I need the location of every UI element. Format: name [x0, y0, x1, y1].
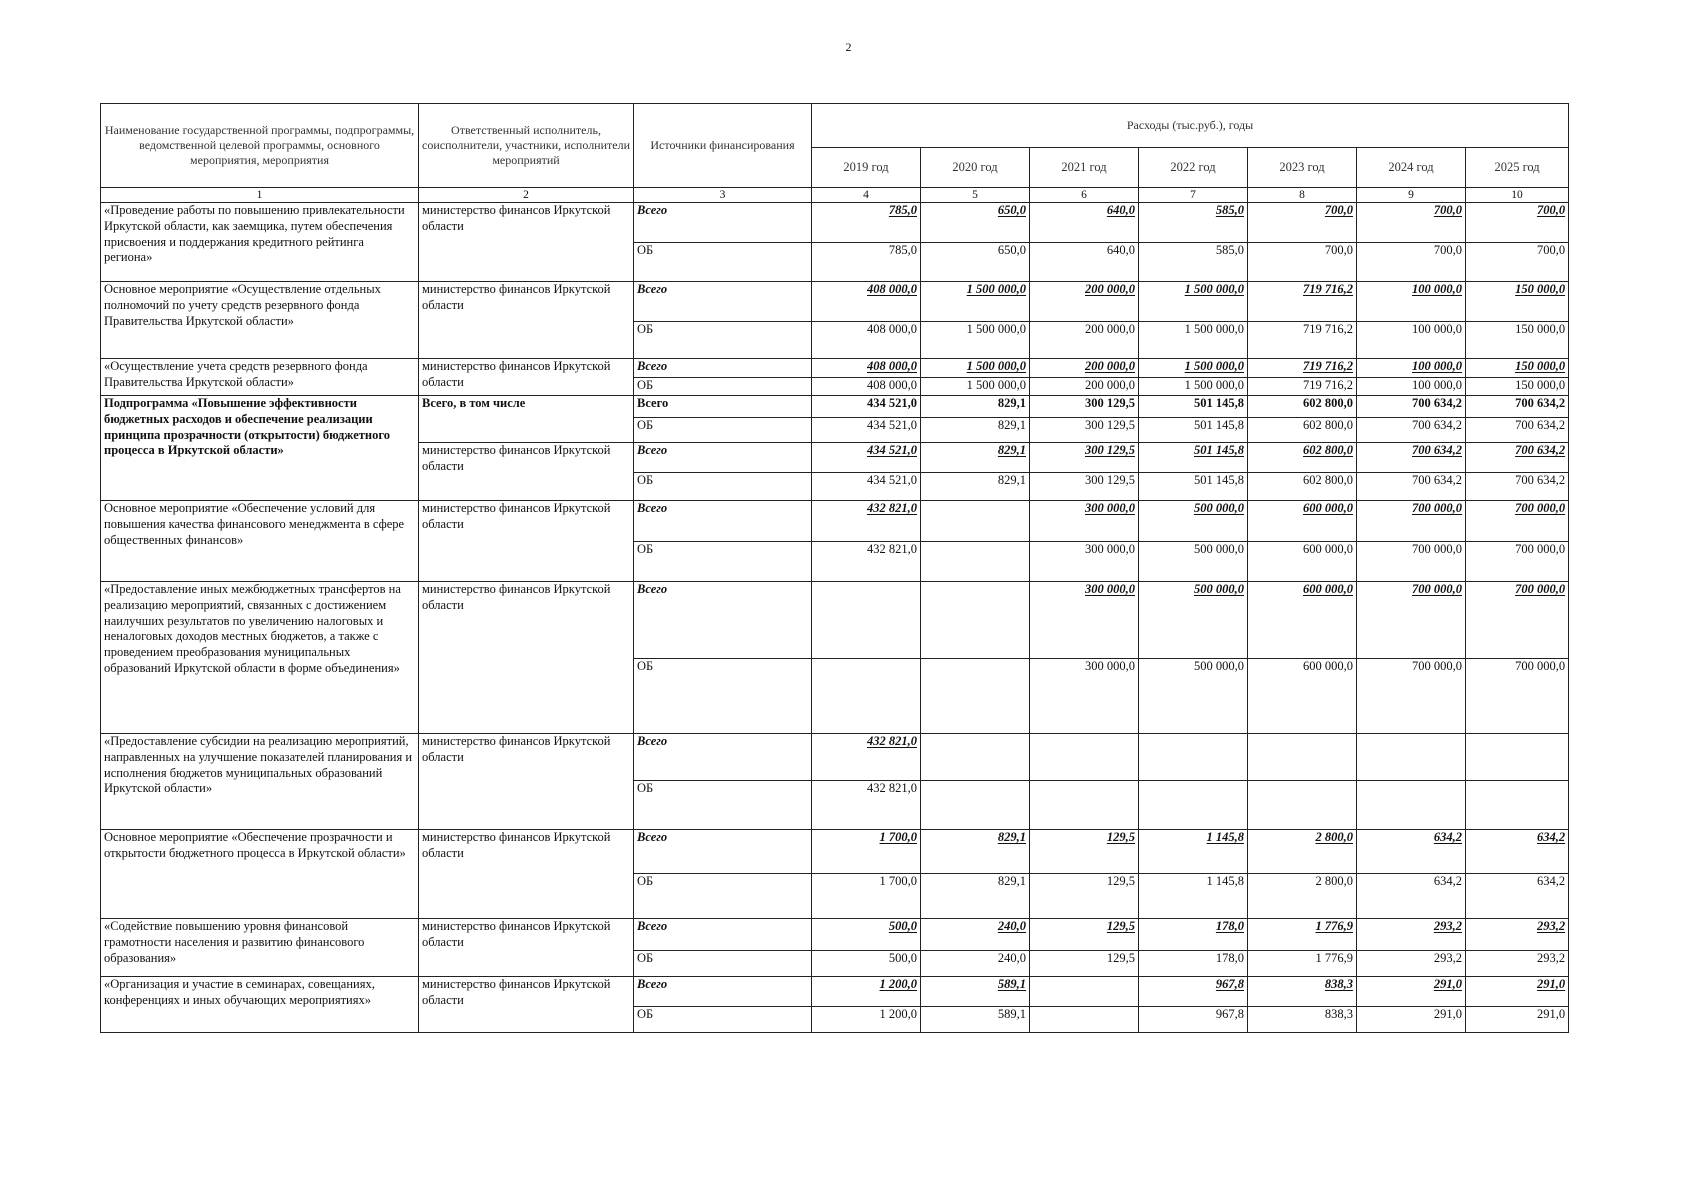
- source-label: ОБ: [634, 473, 812, 501]
- amount-cell: 700 634,2: [1357, 443, 1466, 473]
- source-label: ОБ: [634, 1007, 812, 1033]
- program-name: «Осуществление учета средств резервного фонда Правительства Иркутской области»: [101, 359, 419, 396]
- column-number: 8: [1248, 188, 1357, 203]
- amount-cell: 200 000,0: [1030, 282, 1139, 322]
- amount-cell: [812, 659, 921, 734]
- amount-cell: 500 000,0: [1139, 542, 1248, 582]
- amount-cell: 1 700,0: [812, 874, 921, 919]
- amount-cell: [1466, 734, 1569, 781]
- amount-cell: 719 716,2: [1248, 359, 1357, 378]
- amount-cell: 1 700,0: [812, 830, 921, 874]
- amount-cell: 602 800,0: [1248, 418, 1357, 443]
- executor: министерство финансов Иркутской области: [419, 582, 634, 734]
- amount-cell: 719 716,2: [1248, 282, 1357, 322]
- amount-cell: 408 000,0: [812, 359, 921, 378]
- executor: министерство финансов Иркутской области: [419, 443, 634, 501]
- amount-cell: 408 000,0: [812, 282, 921, 322]
- amount-cell: 500 000,0: [1139, 582, 1248, 659]
- source-label: ОБ: [634, 243, 812, 282]
- amount-cell: 291,0: [1357, 977, 1466, 1007]
- source-label: ОБ: [634, 378, 812, 396]
- amount-cell: 700 000,0: [1466, 501, 1569, 542]
- amount-cell: 700,0: [1357, 243, 1466, 282]
- amount-cell: 634,2: [1357, 830, 1466, 874]
- amount-cell: 500 000,0: [1139, 659, 1248, 734]
- amount-cell: 1 500 000,0: [921, 282, 1030, 322]
- header-year: 2019 год: [812, 148, 921, 188]
- amount-cell: [1357, 734, 1466, 781]
- amount-cell: 1 200,0: [812, 1007, 921, 1033]
- source-label: ОБ: [634, 322, 812, 359]
- amount-cell: 650,0: [921, 203, 1030, 243]
- table-row: [101, 282, 1569, 322]
- amount-cell: 967,8: [1139, 1007, 1248, 1033]
- source-label: Всего: [634, 977, 812, 1007]
- amount-cell: 589,1: [921, 977, 1030, 1007]
- source-label: Всего: [634, 501, 812, 542]
- amount-cell: 1 500 000,0: [1139, 282, 1248, 322]
- amount-cell: [1030, 977, 1139, 1007]
- amount-cell: 200 000,0: [1030, 378, 1139, 396]
- column-number: 9: [1357, 188, 1466, 203]
- table-row: [101, 582, 1569, 659]
- amount-cell: 634,2: [1357, 874, 1466, 919]
- amount-cell: 129,5: [1030, 830, 1139, 874]
- amount-cell: 434 521,0: [812, 418, 921, 443]
- executor: министерство финансов Иркутской области: [419, 359, 634, 396]
- amount-cell: [1139, 781, 1248, 830]
- table-row: [101, 359, 1569, 378]
- program-name: «Предоставление субсидии на реализацию мероприятий, направленных на улучшение показателей планирования и исполнения бюджетов муниципальных образований Иркутской области»: [101, 734, 419, 830]
- amount-cell: 700 000,0: [1357, 582, 1466, 659]
- amount-cell: [1357, 781, 1466, 830]
- amount-cell: [1030, 734, 1139, 781]
- program-name: «Организация и участие в семинарах, совещаниях, конференциях и иных обучающих мероприятиях»: [101, 977, 419, 1033]
- amount-cell: 1 500 000,0: [1139, 322, 1248, 359]
- amount-cell: 129,5: [1030, 951, 1139, 977]
- amount-cell: 129,5: [1030, 919, 1139, 951]
- amount-cell: [921, 659, 1030, 734]
- executor: министерство финансов Иркутской области: [419, 282, 634, 359]
- column-number: 4: [812, 188, 921, 203]
- executor: министерство финансов Иркутской области: [419, 977, 634, 1033]
- executor: министерство финансов Иркутской области: [419, 501, 634, 582]
- amount-cell: 829,1: [921, 418, 1030, 443]
- amount-cell: 100 000,0: [1357, 359, 1466, 378]
- amount-cell: 700 634,2: [1466, 396, 1569, 418]
- amount-cell: 300 000,0: [1030, 659, 1139, 734]
- amount-cell: 829,1: [921, 830, 1030, 874]
- amount-cell: 700 000,0: [1357, 542, 1466, 582]
- amount-cell: 719 716,2: [1248, 322, 1357, 359]
- amount-cell: 1 500 000,0: [921, 359, 1030, 378]
- source-label: Всего: [634, 734, 812, 781]
- amount-cell: 967,8: [1139, 977, 1248, 1007]
- amount-cell: [921, 501, 1030, 542]
- source-label: ОБ: [634, 542, 812, 582]
- amount-cell: 178,0: [1139, 919, 1248, 951]
- source-label: Всего: [634, 282, 812, 322]
- program-name: Основное мероприятие «Обеспечение прозрачности и открытости бюджетного процесса в Иркутской области»: [101, 830, 419, 919]
- executor: министерство финансов Иркутской области: [419, 919, 634, 977]
- amount-cell: 602 800,0: [1248, 443, 1357, 473]
- column-number: 5: [921, 188, 1030, 203]
- amount-cell: 300 129,5: [1030, 396, 1139, 418]
- amount-cell: 585,0: [1139, 203, 1248, 243]
- amount-cell: 129,5: [1030, 874, 1139, 919]
- amount-cell: 200 000,0: [1030, 322, 1139, 359]
- source-label: Всего: [634, 396, 812, 418]
- amount-cell: 700 000,0: [1466, 542, 1569, 582]
- amount-cell: 700,0: [1466, 203, 1569, 243]
- amount-cell: 838,3: [1248, 977, 1357, 1007]
- header-year: 2021 год: [1030, 148, 1139, 188]
- source-label: Всего: [634, 919, 812, 951]
- source-label: Всего: [634, 203, 812, 243]
- program-name: «Предоставление иных межбюджетных трансфертов на реализацию мероприятий, связанных с достижением наилучших результатов по увеличению налоговых и неналоговых доходов местных бюджетов, а также с проведением преобразования муниципальных образований Иркутской области в форме объединения»: [101, 582, 419, 734]
- amount-cell: 600 000,0: [1248, 501, 1357, 542]
- amount-cell: 829,1: [921, 473, 1030, 501]
- amount-cell: 408 000,0: [812, 378, 921, 396]
- amount-cell: 300 000,0: [1030, 501, 1139, 542]
- amount-cell: 300 000,0: [1030, 542, 1139, 582]
- amount-cell: 1 145,8: [1139, 830, 1248, 874]
- amount-cell: 700 634,2: [1466, 443, 1569, 473]
- amount-cell: 700,0: [1248, 203, 1357, 243]
- amount-cell: 600 000,0: [1248, 659, 1357, 734]
- amount-cell: 829,1: [921, 396, 1030, 418]
- table-row: [101, 734, 1569, 781]
- amount-cell: 291,0: [1466, 1007, 1569, 1033]
- amount-cell: 700 000,0: [1466, 582, 1569, 659]
- source-label: ОБ: [634, 874, 812, 919]
- amount-cell: 293,2: [1466, 919, 1569, 951]
- amount-cell: 602 800,0: [1248, 396, 1357, 418]
- amount-cell: 300 129,5: [1030, 473, 1139, 501]
- source-label: ОБ: [634, 418, 812, 443]
- amount-cell: 600 000,0: [1248, 542, 1357, 582]
- column-number-row: [101, 188, 1569, 203]
- amount-cell: 700,0: [1357, 203, 1466, 243]
- amount-cell: 700 634,2: [1357, 396, 1466, 418]
- executor: министерство финансов Иркутской области: [419, 203, 634, 282]
- column-number: 6: [1030, 188, 1139, 203]
- amount-cell: 150 000,0: [1466, 282, 1569, 322]
- amount-cell: 240,0: [921, 919, 1030, 951]
- amount-cell: 291,0: [1357, 1007, 1466, 1033]
- amount-cell: 785,0: [812, 243, 921, 282]
- program-name: Основное мероприятие «Обеспечение условий для повышения качества финансового менеджмента в сфере общественных финансов»: [101, 501, 419, 582]
- amount-cell: 434 521,0: [812, 473, 921, 501]
- amount-cell: 829,1: [921, 443, 1030, 473]
- amount-cell: 700 634,2: [1466, 473, 1569, 501]
- amount-cell: 434 521,0: [812, 443, 921, 473]
- amount-cell: 500 000,0: [1139, 501, 1248, 542]
- executor: Всего, в том числе: [419, 396, 634, 443]
- amount-cell: 589,1: [921, 1007, 1030, 1033]
- amount-cell: [921, 781, 1030, 830]
- header-year: 2024 год: [1357, 148, 1466, 188]
- header-executor: Ответственный исполнитель, соисполнители, участники, исполнители мероприятий: [419, 104, 634, 188]
- amount-cell: [1248, 734, 1357, 781]
- amount-cell: [1139, 734, 1248, 781]
- table-row: [101, 501, 1569, 542]
- amount-cell: 434 521,0: [812, 396, 921, 418]
- amount-cell: 585,0: [1139, 243, 1248, 282]
- source-label: ОБ: [634, 781, 812, 830]
- amount-cell: 200 000,0: [1030, 359, 1139, 378]
- amount-cell: [1466, 781, 1569, 830]
- amount-cell: 640,0: [1030, 203, 1139, 243]
- amount-cell: [812, 582, 921, 659]
- amount-cell: 293,2: [1357, 951, 1466, 977]
- program-name: Основное мероприятие «Осуществление отдельных полномочий по учету средств резервного фонда Правительства Иркутской области»: [101, 282, 419, 359]
- source-label: Всего: [634, 582, 812, 659]
- program-name: Подпрограмма «Повышение эффективности бюджетных расходов и обеспечение реализации принципа прозрачности (открытости) бюджетного процесса в Иркутской области»: [101, 396, 419, 501]
- amount-cell: 1 200,0: [812, 977, 921, 1007]
- amount-cell: 700 000,0: [1466, 659, 1569, 734]
- table-row: [101, 203, 1569, 243]
- page-number: 2: [845, 40, 852, 54]
- amount-cell: 501 145,8: [1139, 418, 1248, 443]
- amount-cell: 432 821,0: [812, 734, 921, 781]
- header-year: 2025 год: [1466, 148, 1569, 188]
- amount-cell: 700 000,0: [1357, 501, 1466, 542]
- amount-cell: 240,0: [921, 951, 1030, 977]
- amount-cell: 1 500 000,0: [921, 378, 1030, 396]
- amount-cell: [921, 542, 1030, 582]
- amount-cell: 150 000,0: [1466, 378, 1569, 396]
- amount-cell: 829,1: [921, 874, 1030, 919]
- header-year: 2020 год: [921, 148, 1030, 188]
- amount-cell: 291,0: [1466, 977, 1569, 1007]
- amount-cell: 838,3: [1248, 1007, 1357, 1033]
- column-number: 1: [101, 188, 419, 203]
- amount-cell: 100 000,0: [1357, 282, 1466, 322]
- source-label: Всего: [634, 359, 812, 378]
- header-name: Наименование государственной программы, подпрограммы, ведомственной целевой программы, основного мероприятия, мероприятия: [101, 104, 419, 188]
- amount-cell: 501 145,8: [1139, 396, 1248, 418]
- amount-cell: 1 776,9: [1248, 951, 1357, 977]
- amount-cell: 432 821,0: [812, 542, 921, 582]
- amount-cell: 178,0: [1139, 951, 1248, 977]
- amount-cell: 293,2: [1466, 951, 1569, 977]
- amount-cell: 300 129,5: [1030, 418, 1139, 443]
- amount-cell: 700,0: [1466, 243, 1569, 282]
- amount-cell: 1 776,9: [1248, 919, 1357, 951]
- source-label: ОБ: [634, 951, 812, 977]
- amount-cell: 501 145,8: [1139, 473, 1248, 501]
- amount-cell: 700,0: [1248, 243, 1357, 282]
- amount-cell: 650,0: [921, 243, 1030, 282]
- amount-cell: [1248, 781, 1357, 830]
- amount-cell: 634,2: [1466, 830, 1569, 874]
- amount-cell: 1 500 000,0: [1139, 378, 1248, 396]
- executor: министерство финансов Иркутской области: [419, 830, 634, 919]
- program-name: «Проведение работы по повышению привлекательности Иркутской области, как заемщика, путем обеспечения присвоения и поддержания кредитного рейтинга региона»: [101, 203, 419, 282]
- source-label: Всего: [634, 443, 812, 473]
- amount-cell: 501 145,8: [1139, 443, 1248, 473]
- amount-cell: 600 000,0: [1248, 582, 1357, 659]
- amount-cell: 785,0: [812, 203, 921, 243]
- amount-cell: 1 145,8: [1139, 874, 1248, 919]
- amount-cell: [1030, 781, 1139, 830]
- amount-cell: 432 821,0: [812, 501, 921, 542]
- executor: министерство финансов Иркутской области: [419, 734, 634, 830]
- column-number: 3: [634, 188, 812, 203]
- column-number: 10: [1466, 188, 1569, 203]
- amount-cell: 719 716,2: [1248, 378, 1357, 396]
- amount-cell: 700 634,2: [1357, 418, 1466, 443]
- header-year: 2022 год: [1139, 148, 1248, 188]
- amount-cell: 300 000,0: [1030, 582, 1139, 659]
- amount-cell: [921, 734, 1030, 781]
- column-number: 2: [419, 188, 634, 203]
- amount-cell: 1 500 000,0: [1139, 359, 1248, 378]
- table-row: [101, 396, 1569, 418]
- amount-cell: 500,0: [812, 951, 921, 977]
- amount-cell: 634,2: [1466, 874, 1569, 919]
- table-row: [101, 919, 1569, 951]
- amount-cell: 1 500 000,0: [921, 322, 1030, 359]
- table-row: [101, 977, 1569, 1007]
- amount-cell: 300 129,5: [1030, 443, 1139, 473]
- amount-cell: 2 800,0: [1248, 830, 1357, 874]
- table-row: [101, 830, 1569, 874]
- amount-cell: 408 000,0: [812, 322, 921, 359]
- amount-cell: 293,2: [1357, 919, 1466, 951]
- amount-cell: 640,0: [1030, 243, 1139, 282]
- amount-cell: 2 800,0: [1248, 874, 1357, 919]
- header-year: 2023 год: [1248, 148, 1357, 188]
- amount-cell: 700 634,2: [1357, 473, 1466, 501]
- amount-cell: 432 821,0: [812, 781, 921, 830]
- header-source: Источники финансирования: [634, 104, 812, 188]
- amount-cell: 150 000,0: [1466, 359, 1569, 378]
- amount-cell: [1030, 1007, 1139, 1033]
- program-name: «Содействие повышению уровня финансовой грамотности населения и развитию финансового образования»: [101, 919, 419, 977]
- amount-cell: 150 000,0: [1466, 322, 1569, 359]
- amount-cell: 700 000,0: [1357, 659, 1466, 734]
- header-expenses: Расходы (тыс.руб.), годы: [812, 104, 1569, 148]
- amount-cell: 500,0: [812, 919, 921, 951]
- amount-cell: 602 800,0: [1248, 473, 1357, 501]
- source-label: ОБ: [634, 659, 812, 734]
- amount-cell: 100 000,0: [1357, 378, 1466, 396]
- amount-cell: 100 000,0: [1357, 322, 1466, 359]
- amount-cell: 700 634,2: [1466, 418, 1569, 443]
- budget-table: [100, 103, 1569, 1033]
- column-number: 7: [1139, 188, 1248, 203]
- source-label: Всего: [634, 830, 812, 874]
- amount-cell: [921, 582, 1030, 659]
